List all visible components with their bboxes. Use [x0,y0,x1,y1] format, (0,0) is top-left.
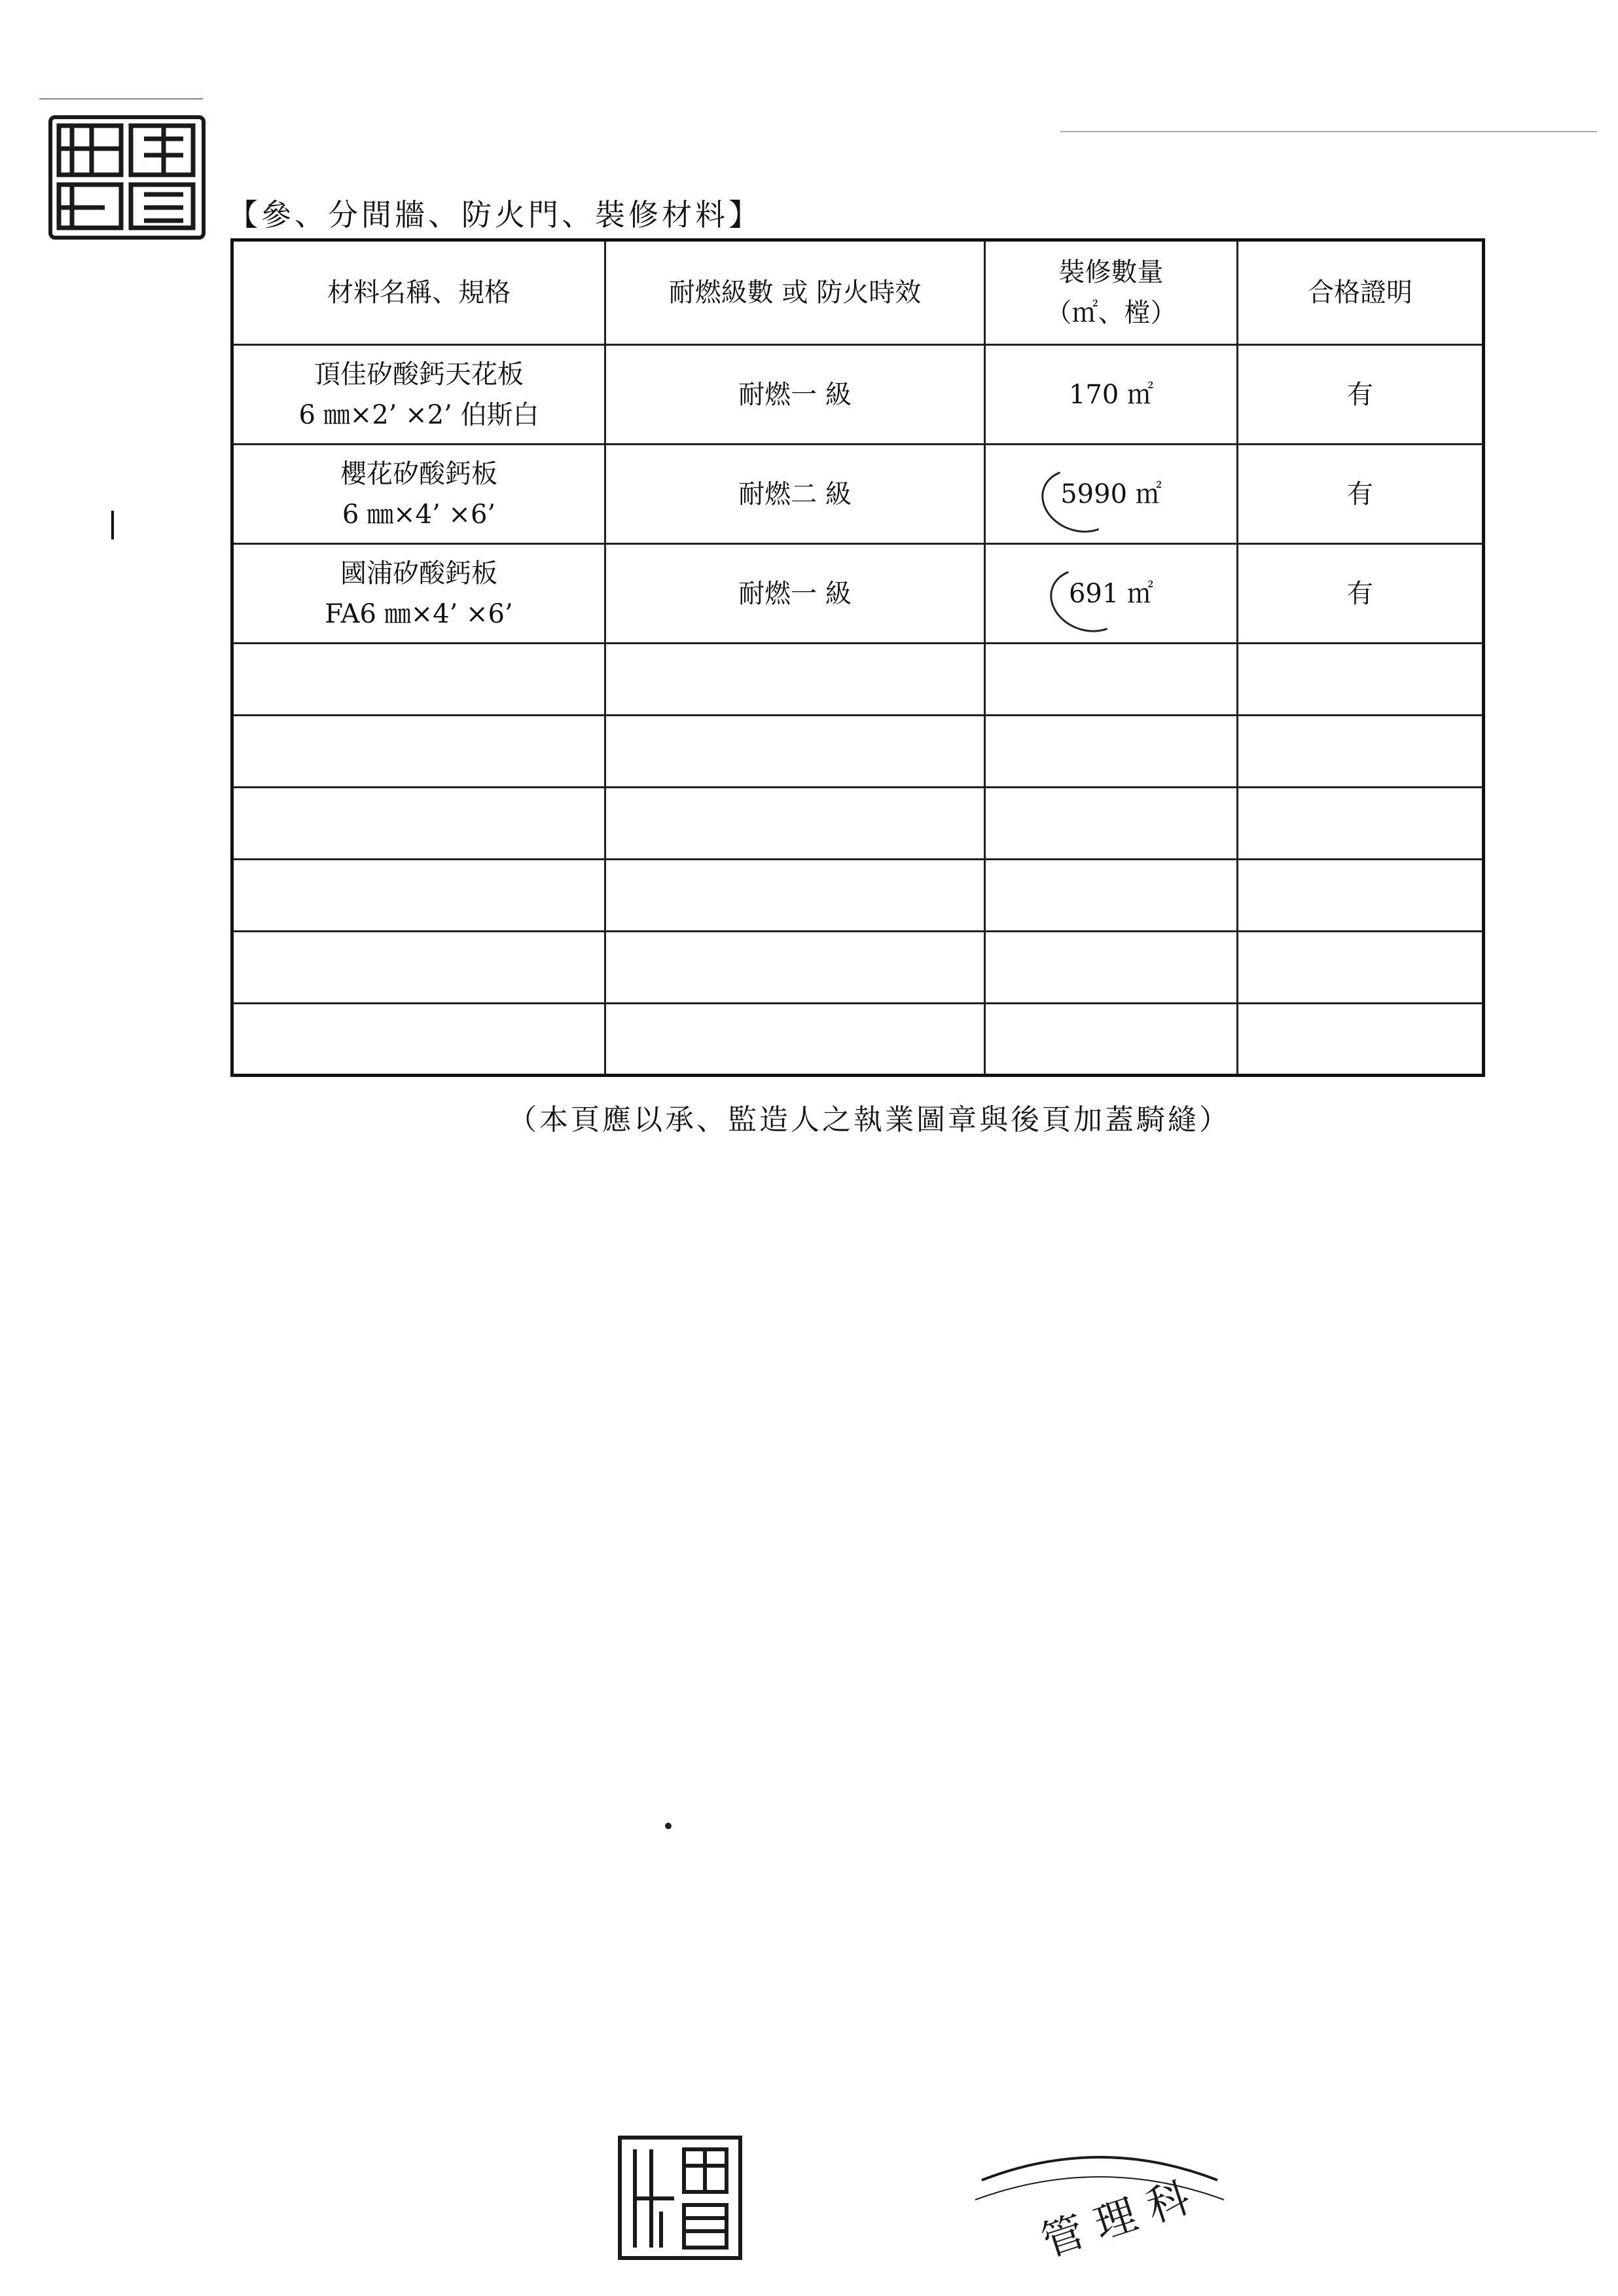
seal-stamp-top-left [48,115,206,240]
scan-dot [665,1823,672,1829]
material-name-cell [232,544,605,644]
empty-cell [605,788,985,860]
table-row [232,445,1484,544]
quantity-value: 5990 ㎡ [1060,479,1162,509]
empty-cell [232,860,605,932]
material-name-cell [232,345,605,445]
empty-table-row [232,716,1484,788]
seal-stamp-bottom-left [618,2136,742,2260]
fire-rating-cell: 耐燃一 級 [605,345,985,445]
quantity-value: 691 ㎡ [1068,578,1154,609]
quantity-cell [985,345,1238,445]
empty-cell [232,716,605,788]
empty-cell [1238,932,1484,1004]
empty-cell [985,788,1238,860]
empty-table-row [232,1004,1484,1076]
empty-cell [605,932,985,1004]
material-name: 櫻花矽酸鈣板 [340,458,497,489]
header-quantity [985,240,1238,345]
empty-cell [1238,644,1484,716]
page-footnote: （本頁應以承、監造人之執業圖章與後頁加蓋騎縫） [508,1103,1231,1137]
header-certificate: 合格證明 [1238,240,1484,345]
empty-cell [1238,1004,1484,1076]
empty-cell [232,788,605,860]
header-quantity-line2: （㎡、樘） [1045,298,1177,328]
materials-table [230,238,1485,1077]
header-quantity-line1: 裝修數量 [1058,257,1164,287]
empty-table-row [232,860,1484,932]
empty-cell [985,644,1238,716]
empty-cell [1238,716,1484,788]
material-name: 頂佳矽酸鈣天花板 [314,359,524,390]
quantity-cell [985,544,1238,644]
fire-rating-cell: 耐燃一 級 [605,544,985,644]
empty-table-row [232,932,1484,1004]
empty-cell [985,716,1238,788]
table-header-row [232,240,1484,345]
empty-cell [232,932,605,1004]
handwritten-circle-mark [1033,458,1126,543]
empty-cell [605,644,985,716]
scan-line-top-right [1060,131,1597,132]
certificate-cell: 有 [1238,544,1484,644]
table-row [232,345,1484,445]
section-title: 【參、分間牆、防火門、裝修材料】 [228,197,762,232]
quantity-value: 170 ㎡ [1068,379,1154,410]
seal-stamp-bottom-right [969,2141,1231,2272]
empty-cell [232,644,605,716]
empty-cell [985,1004,1238,1076]
certificate-cell: 有 [1238,345,1484,445]
material-spec: 6 ㎜×4’ ×6’ [342,499,496,530]
stamp-text: 管 理 科 [1035,2173,1196,2267]
empty-cell [1238,860,1484,932]
quantity-wrap [1060,474,1162,515]
material-name-cell [232,445,605,544]
material-name: 國浦矽酸鈣板 [340,558,497,589]
empty-cell [1238,788,1484,860]
handwritten-circle-mark [1041,558,1134,642]
certificate-cell: 有 [1238,445,1484,544]
table-row [232,544,1484,644]
empty-cell [232,1004,605,1076]
empty-table-row [232,644,1484,716]
empty-table-row [232,788,1484,860]
scan-mark-left-margin [111,511,114,539]
material-spec: 6 ㎜×2’ ×2’ 伯斯白 [298,399,539,430]
empty-cell [605,716,985,788]
header-material-name: 材料名稱、規格 [232,240,605,345]
scan-line-top-left [39,98,203,100]
fire-rating-cell: 耐燃二 級 [605,445,985,544]
empty-cell [605,860,985,932]
material-spec: FA6 ㎜×4’ ×6’ [325,598,513,629]
empty-cell [985,860,1238,932]
header-fire-rating: 耐燃級數 或 防火時效 [605,240,985,345]
empty-cell [605,1004,985,1076]
quantity-wrap [1069,574,1153,614]
quantity-cell [985,445,1238,544]
empty-cell [985,932,1238,1004]
